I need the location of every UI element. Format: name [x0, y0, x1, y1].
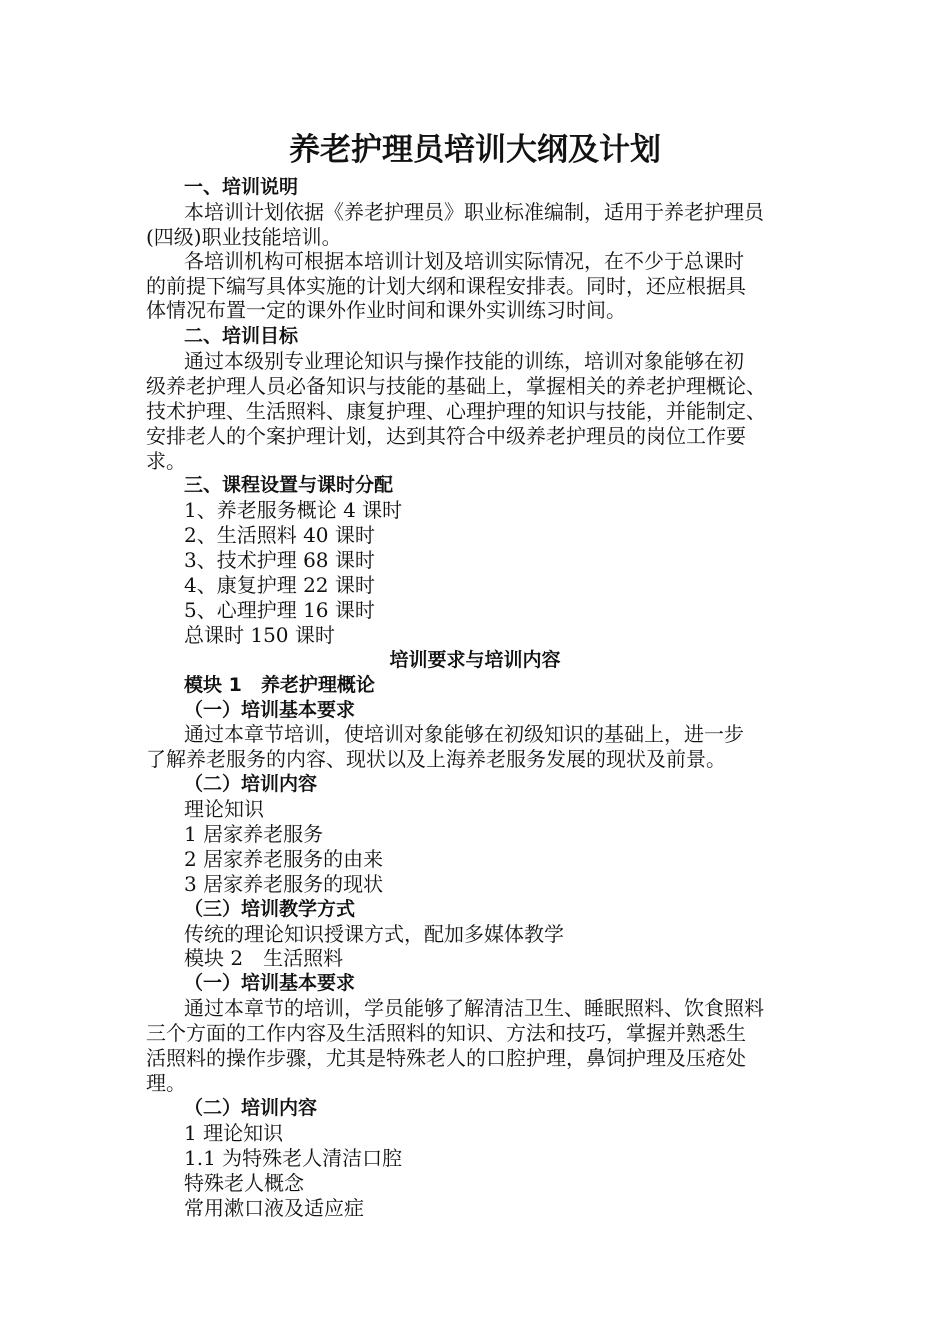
course-item: 5、心理护理 16 课时 — [184, 598, 375, 622]
content-item: 1 理论知识 — [184, 1121, 284, 1145]
paragraph-line: 通过本章节培训，使培训对象能够在初级知识的基础上，进一步 — [184, 722, 744, 746]
module-2-requirement-heading: （一）培训基本要求 — [184, 972, 356, 994]
section-3-heading: 三、课程设置与课时分配 — [184, 474, 394, 496]
paragraph-line: 通过本章节的培训，学员能够了解清洁卫生、睡眠照料、饮食照料 — [184, 996, 764, 1020]
course-item: 1、养老服务概论 4 课时 — [184, 498, 403, 522]
course-item: 3、技术护理 68 课时 — [184, 548, 375, 572]
paragraph-line: 安排老人的个案护理计划，达到其符合中级养老护理员的岗位工作要 — [146, 424, 746, 448]
content-item: 3 居家养老服务的现状 — [184, 872, 384, 896]
paragraph-line: 活照料的操作步骤，尤其是特殊老人的口腔护理，鼻饲护理及压疮处 — [146, 1046, 746, 1070]
module-2-title: 模块 2 生活照料 — [184, 946, 344, 970]
method-text: 传统的理论知识授课方式，配加多媒体教学 — [184, 922, 564, 946]
content-item: 特殊老人概念 — [184, 1171, 304, 1195]
course-item: 2、生活照料 40 课时 — [184, 523, 375, 547]
paragraph-line: 级养老护理人员必备知识与技能的基础上，掌握相关的养老护理概论、 — [146, 374, 766, 398]
paragraph-line: (四级)职业技能培训。 — [146, 225, 342, 249]
module-1-content-heading: （二）培训内容 — [184, 773, 318, 795]
module-1-method-heading: （三）培训教学方式 — [184, 898, 356, 920]
paragraph-line: 理。 — [146, 1071, 186, 1095]
paragraph-line: 本培训计划依据《养老护理员》职业标准编制，适用于养老护理员 — [184, 200, 764, 224]
content-item: 常用漱口液及适应症 — [184, 1196, 364, 1220]
total-hours: 总课时 150 课时 — [184, 623, 335, 647]
module-1-requirement-heading: （一）培训基本要求 — [184, 699, 356, 721]
content-item: 2 居家养老服务的由来 — [184, 847, 384, 871]
section-2-heading: 二、培训目标 — [184, 325, 299, 347]
paragraph-line: 体情况布置一定的课外作业时间和课外实训练习时间。 — [146, 298, 626, 322]
paragraph-line: 各培训机构可根据本培训计划及培训实际情况，在不少于总课时 — [184, 249, 744, 273]
paragraph-line: 的前提下编写具体实施的计划大纲和课程安排表。同时，还应根据具 — [146, 274, 746, 298]
course-item: 4、康复护理 22 课时 — [184, 573, 375, 597]
paragraph-line: 三个方面的工作内容及生活照料的知识、方法和技巧，掌握并熟悉生 — [146, 1021, 746, 1045]
section-1-heading: 一、培训说明 — [184, 176, 299, 198]
module-2-content-heading: （二）培训内容 — [184, 1097, 318, 1119]
paragraph-line: 通过本级别专业理论知识与操作技能的训练，培训对象能够在初 — [184, 349, 744, 373]
content-item: 1 居家养老服务 — [184, 822, 324, 846]
module-1-title: 模块 1 养老护理概论 — [184, 674, 375, 696]
document-title: 养老护理员培训大纲及计划 — [289, 132, 661, 168]
paragraph-line: 了解养老服务的内容、现状以及上海养老服务发展的现状及前景。 — [146, 747, 726, 771]
paragraph-line: 求。 — [146, 449, 186, 473]
center-heading: 培训要求与培训内容 — [389, 649, 561, 671]
content-item: 1.1 为特殊老人清洁口腔 — [184, 1146, 403, 1170]
paragraph-line: 技术护理、生活照料、康复护理、心理护理的知识与技能，并能制定、 — [146, 399, 766, 423]
content-item: 理论知识 — [184, 797, 264, 821]
